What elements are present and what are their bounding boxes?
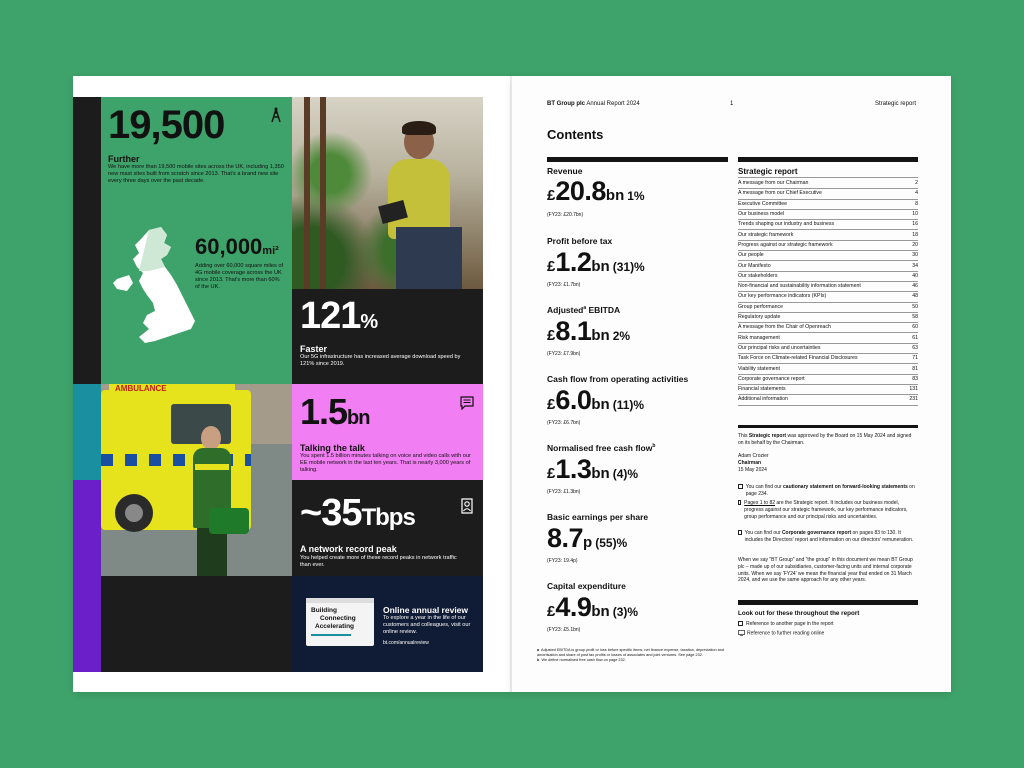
metric-label-cashflow: Cash flow from operating activities bbox=[547, 374, 689, 384]
toc-item[interactable]: A message from the Chair of Openreach 60 bbox=[738, 322, 918, 333]
toc-item[interactable]: A message from our Chief Executive 4 bbox=[738, 188, 918, 199]
header-section: Strategic report bbox=[874, 101, 916, 107]
mast-icon bbox=[269, 107, 283, 123]
reference-strategic[interactable]: Pages 1 to 82 are the Strategic report. It includes our business model, progress against our strategic framework, our key performance indicators, group performance and our principal risks and uncertainties. bbox=[738, 500, 918, 520]
thumb-line-3: Accelerating bbox=[315, 623, 355, 630]
metric-label-fcf: Normalised free cash flow$^b$ bbox=[547, 443, 656, 453]
lookout-item-online: Reference to further reading online bbox=[738, 630, 824, 637]
toc-item[interactable]: Executive Committee 8 bbox=[738, 199, 918, 210]
metric-label-capex: Capital expenditure bbox=[547, 581, 626, 591]
metric-prior-fcf: (FY23: £1.3bn) bbox=[547, 489, 581, 495]
person-badge-icon bbox=[460, 498, 474, 514]
paramedic-photo bbox=[101, 384, 292, 576]
metric-value-profit: £1.2bn (31)% bbox=[547, 247, 645, 277]
talk-tile bbox=[292, 384, 483, 480]
toc-item[interactable]: Our principal risks and uncertainties 63 bbox=[738, 343, 918, 354]
speed-tile bbox=[292, 289, 483, 384]
definition-text: When we say "BT Group" and "the group" in this document we mean BT Group plc – made up of our subsidiaries, customer-facing units and internal corporate units. When we say 'FY24' we mean the financial year that ended on 31 March 2024, and we use the same approach for any other years. bbox=[738, 557, 913, 584]
footnote-b: b We define normalised free cash flow on page 232. bbox=[537, 657, 626, 662]
metric-label-ebitda: Adjusted$^a$ EBITDA bbox=[547, 305, 621, 315]
page-reference-icon bbox=[738, 621, 743, 626]
metric-value-cashflow: £6.0bn (11)% bbox=[547, 385, 645, 415]
toc-title: Strategic report bbox=[738, 167, 798, 176]
lookout-title: Look out for these throughout the report bbox=[738, 610, 860, 617]
toc-item[interactable]: Our Manifesto 34 bbox=[738, 260, 918, 271]
online-review-desc: To explore a year in the life of our customers and colleagues, visit our online review. bbox=[383, 615, 471, 635]
bottom-left-block bbox=[101, 576, 292, 672]
toc-item[interactable]: Viability statement 81 bbox=[738, 363, 918, 374]
online-reference-icon bbox=[738, 630, 745, 636]
toc-item[interactable]: Additional information 231 bbox=[738, 394, 918, 405]
traffic-title: A network record peak bbox=[300, 544, 397, 554]
stripe-teal bbox=[73, 384, 101, 480]
reference-governance[interactable]: You can find our Corporate governance report on pages 83 to 130. It includes the Directors' report and information on our directors' remuneration. bbox=[738, 530, 918, 544]
toc-item[interactable]: Group performance 50 bbox=[738, 302, 918, 313]
metric-value-fcf: £1.3bn (4)% bbox=[547, 454, 639, 484]
toc-item[interactable]: Our strategic framework 18 bbox=[738, 230, 918, 241]
talk-value: 1.5 bbox=[300, 391, 348, 432]
page-reference-icon bbox=[738, 530, 742, 535]
approval-rule bbox=[738, 425, 918, 428]
traffic-unit: Tbps bbox=[361, 504, 415, 531]
approval-date: 15 May 2024 bbox=[738, 467, 767, 473]
contents-title: Contents bbox=[547, 127, 604, 142]
toc-item[interactable]: Trends shaping our industry and business 16 bbox=[738, 219, 918, 230]
metric-prior-profit: (FY23: £1.7bn) bbox=[547, 282, 581, 288]
metrics-rule bbox=[547, 157, 728, 162]
stripe-purple bbox=[73, 480, 101, 672]
speed-title: Faster bbox=[300, 344, 328, 354]
metric-prior-revenue: (FY23: £20.7bn) bbox=[547, 212, 584, 218]
reference-cautionary[interactable]: You can find our cautionary statement on forward-looking statements on page 234. bbox=[738, 484, 918, 498]
coverage-unit: mi² bbox=[262, 245, 279, 257]
metric-prior-capex: (FY23: £5.1bn) bbox=[547, 627, 581, 633]
coverage-value: 60,000 bbox=[195, 234, 263, 259]
footnotes bbox=[537, 648, 727, 662]
uk-map-icon bbox=[109, 225, 209, 355]
toc-item[interactable]: Our business model 10 bbox=[738, 209, 918, 220]
speed-unit: % bbox=[360, 311, 378, 333]
traffic-tile bbox=[292, 480, 483, 576]
toc-item[interactable]: Our people 30 bbox=[738, 250, 918, 261]
online-review-link[interactable]: bt.com/annualreview bbox=[383, 640, 429, 646]
ambulance-lettering: AMBULANCE bbox=[109, 384, 235, 394]
right-page bbox=[512, 76, 951, 692]
metric-label-eps: Basic earnings per share bbox=[547, 512, 649, 522]
page-reference-icon bbox=[738, 484, 743, 489]
toc-item[interactable]: Progress against our strategic framework 20 bbox=[738, 240, 918, 251]
metric-value-ebitda: £8.1bn 2% bbox=[547, 316, 631, 346]
metric-value-revenue: £20.8bn 1% bbox=[547, 176, 645, 206]
footnote-a: a Adjusted EBITDA is group profit or loss before specific items, net finance expense, taxation, depreciation and amortisation and share of post tax profits or losses of associates and joint ventures. See page 232. bbox=[537, 648, 725, 657]
lookout-item-page: Reference to another page in the report bbox=[738, 621, 834, 628]
chat-icon bbox=[460, 396, 474, 410]
toc-item[interactable]: A message from our Chairman 2 bbox=[738, 178, 918, 189]
speed-value: 121 bbox=[300, 295, 361, 337]
metric-value-capex: £4.9bn (3)% bbox=[547, 592, 639, 622]
toc-item[interactable]: Regulatory update 58 bbox=[738, 312, 918, 323]
online-review-title: Online annual review bbox=[383, 605, 469, 615]
traffic-value: ~35 bbox=[300, 492, 362, 534]
online-review-tile[interactable] bbox=[292, 576, 483, 672]
traffic-stat bbox=[300, 494, 415, 532]
toc-item[interactable]: Our stakeholders 40 bbox=[738, 271, 918, 282]
mobile-sites-tile bbox=[101, 97, 292, 384]
toc-item[interactable]: Non-financial and sustainability information statement 46 bbox=[738, 281, 918, 292]
metric-prior-ebitda: (FY23: £7.9bn) bbox=[547, 351, 581, 357]
metric-prior-cashflow: (FY23: £6.7bn) bbox=[547, 420, 581, 426]
shop-worker-photo bbox=[292, 97, 483, 289]
running-header bbox=[547, 101, 640, 107]
talk-unit: bn bbox=[347, 407, 370, 429]
thumb-line-1: Building bbox=[311, 607, 337, 614]
header-brand: BT Group plc bbox=[547, 101, 585, 107]
approval-statement: This Strategic report was approved by the Board on 15 May 2024 and signed on its behalf by the Chairman. bbox=[738, 433, 912, 446]
toc-item[interactable]: Our key performance indicators (KPIs) 48 bbox=[738, 291, 918, 302]
talk-title: Talking the talk bbox=[300, 443, 365, 453]
coverage-stat bbox=[195, 236, 279, 258]
metric-label-revenue: Revenue bbox=[547, 166, 583, 176]
toc-item[interactable]: Corporate governance report 83 bbox=[738, 374, 918, 385]
sites-desc: We have more than 19,500 mobile sites across the UK, including 1,350 new mast sites built from scratch since 2013. That's a brand new site every three days over the past decade. bbox=[108, 164, 284, 184]
page-number: 1 bbox=[730, 101, 734, 107]
lookout-rule bbox=[738, 600, 918, 605]
thumb-line-2: Connecting bbox=[320, 615, 356, 622]
traffic-desc: You helped create more of these record peaks in network traffic than ever. bbox=[300, 555, 457, 568]
metric-prior-eps: (FY23: 19.4p) bbox=[547, 558, 578, 564]
stripe-black bbox=[73, 97, 101, 384]
page-reference-icon bbox=[738, 500, 741, 505]
online-review-thumbnail[interactable] bbox=[306, 598, 374, 646]
coverage-desc: Adding over 60,000 square miles of 4G mobile coverage across the UK since 2013. That's more than 60% of the UK. bbox=[195, 263, 284, 290]
toc-rule bbox=[738, 157, 918, 162]
approval-role: Chairman bbox=[738, 460, 762, 466]
sites-title: Further bbox=[108, 154, 140, 164]
sites-value: 19,500 bbox=[108, 103, 225, 147]
speed-stat bbox=[300, 297, 377, 335]
left-page bbox=[73, 76, 512, 692]
approval-name: Adam Crozier bbox=[738, 453, 769, 459]
toc-item[interactable]: Task Force on Climate-related Financial Disclosures 71 bbox=[738, 353, 918, 364]
toc-item[interactable]: Risk management 61 bbox=[738, 333, 918, 344]
talk-desc: You spent 1.5 billion minutes talking on voice and video calls with our EE mobile network in the last ten years. That is nearly 3,000 years of talking. bbox=[300, 453, 471, 473]
header-doc: Annual Report 2024 bbox=[585, 101, 640, 107]
talk-stat bbox=[300, 391, 370, 432]
metric-label-profit: Profit before tax bbox=[547, 236, 613, 246]
toc-item[interactable]: Financial statements 131 bbox=[738, 384, 918, 395]
speed-desc: Our 5G infrastructure has increased average download speed by 121% since 2019. bbox=[300, 354, 461, 367]
metric-value-eps: 8.7p (55)% bbox=[547, 523, 628, 553]
